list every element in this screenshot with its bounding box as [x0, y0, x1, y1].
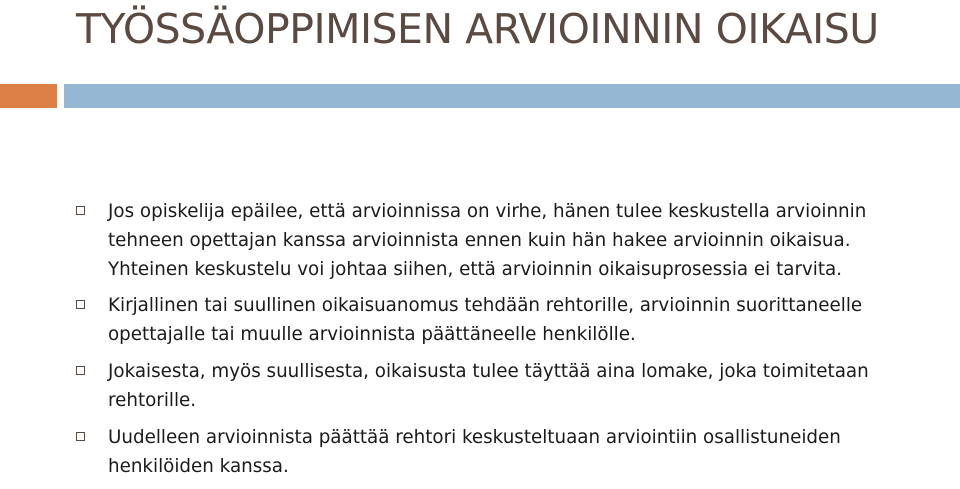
- bullet-text: Jokaisesta, myös suullisesta, oikaisusta tulee täyttää aina lomake, joka toimitetaan rehtorille.: [108, 361, 869, 411]
- list-item: [76, 291, 936, 349]
- bullet-text: Uudelleen arvioinnista päättää rehtori keskusteltuaan arviointiin osallistuneiden henkilöiden kanssa.: [108, 427, 841, 477]
- list-item: [76, 197, 936, 284]
- bullet-list: [76, 197, 936, 489]
- bullet-text: Kirjallinen tai suullinen oikaisuanomus tehdään rehtorille, arvioinnin suorittaneelle opettajalle tai muulle arvioinnista päättäneelle henkilölle.: [108, 295, 863, 345]
- square-bullet-icon: [76, 432, 85, 441]
- bullet-text: Jos opiskelija epäilee, että arvioinnissa on virhe, hänen tulee keskustella arvioinnin tehneen opettajan kanssa arvioinnista ennen kuin hän hakee arvioinnin oikaisua. Yhteinen keskustelu voi johtaa siihen, että arvioinnin oikaisuprosessia ei tarvita.: [108, 201, 867, 280]
- square-bullet-icon: [76, 206, 85, 215]
- slide-title: TYÖSSÄOPPIMISEN ARVIOINNIN OIKAISU: [76, 5, 879, 53]
- square-bullet-icon: [76, 366, 85, 375]
- list-item: [76, 423, 936, 481]
- square-bullet-icon: [76, 300, 85, 309]
- title-underline-bar: [64, 84, 960, 108]
- list-item: [76, 357, 936, 415]
- accent-bar: [0, 84, 57, 108]
